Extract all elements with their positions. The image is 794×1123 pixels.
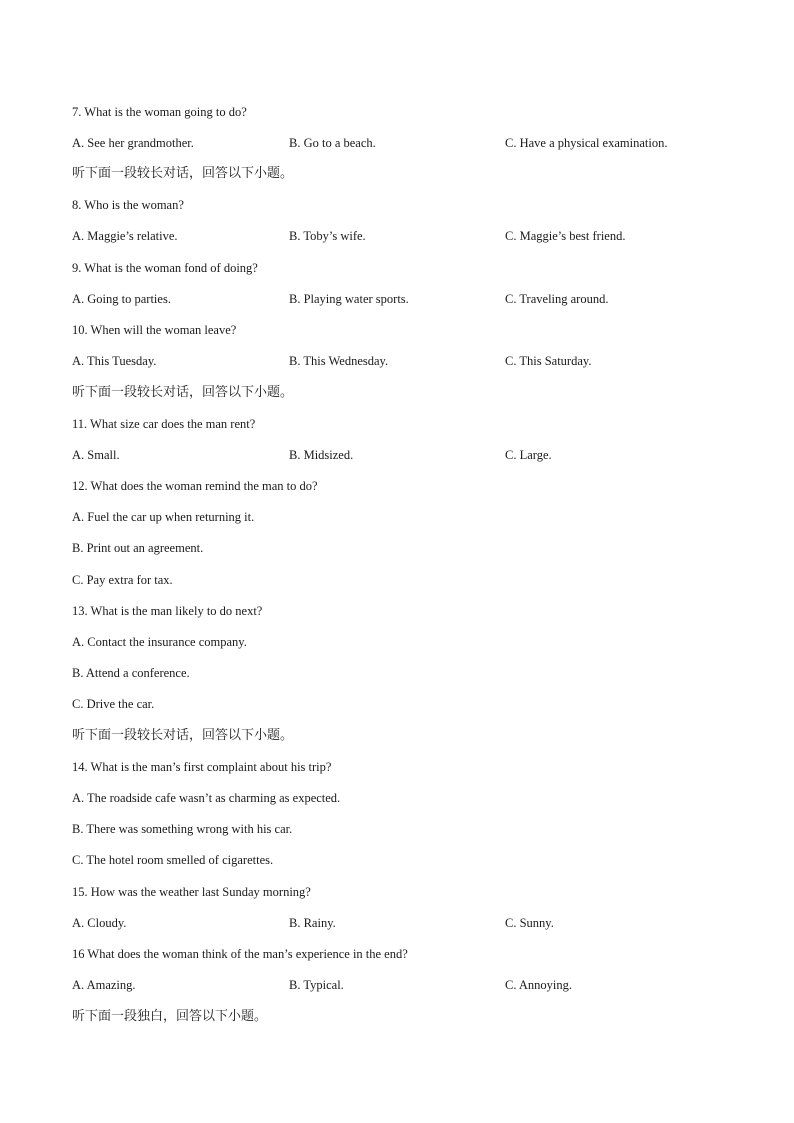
option-9a: A. Going to parties.	[72, 292, 171, 306]
question-12: 12. What does the woman remind the man to do?	[72, 479, 318, 493]
option-13b: B. Attend a conference.	[72, 666, 190, 680]
option-10b: B. This Wednesday.	[289, 354, 389, 368]
option-11a: A. Small.	[72, 448, 120, 462]
option-9c: C. Traveling around.	[505, 292, 609, 306]
option-8c: C. Maggie’s best friend.	[505, 229, 626, 243]
option-16c: C. Annoying.	[505, 978, 573, 992]
option-7b: B. Go to a beach.	[289, 136, 376, 150]
option-16b: B. Typical.	[289, 978, 344, 992]
option-13a: A. Contact the insurance company.	[72, 635, 247, 649]
question-7: 7. What is the woman going to do?	[72, 105, 247, 119]
question-9: 9. What is the woman fond of doing?	[72, 261, 258, 275]
option-9b: B. Playing water sports.	[289, 292, 409, 306]
option-10c: C. This Saturday.	[505, 354, 592, 368]
question-13: 13. What is the man likely to do next?	[72, 604, 263, 618]
option-11b: B. Midsized.	[289, 448, 354, 462]
monologue-instruction: 听下面一段独白，回答以下小题。	[72, 1009, 268, 1024]
question-8: 8. Who is the woman?	[72, 198, 184, 212]
option-10a: A. This Tuesday.	[72, 354, 157, 368]
option-8b: B. Toby’s wife.	[289, 229, 366, 243]
option-14a: A. The roadside cafe wasn’t as charming as expected.	[72, 791, 341, 805]
option-15b: B. Rainy.	[289, 916, 336, 930]
option-16a: A. Amazing.	[72, 978, 136, 992]
option-7c: C. Have a physical examination.	[505, 136, 668, 150]
option-7a: A. See her grandmother.	[72, 136, 194, 150]
option-12b: B. Print out an agreement.	[72, 541, 204, 555]
dialogue-instruction-3: 听下面一段较长对话，回答以下小题。	[72, 728, 294, 743]
option-8a: A. Maggie’s relative.	[72, 229, 178, 243]
dialogue-instruction-2: 听下面一段较长对话，回答以下小题。	[72, 385, 294, 400]
dialogue-instruction-1: 听下面一段较长对话，回答以下小题。	[72, 166, 294, 181]
question-14: 14. What is the man’s first complaint about his trip?	[72, 760, 332, 774]
question-11: 11. What size car does the man rent?	[72, 417, 256, 431]
option-14c: C. The hotel room smelled of cigarettes.	[72, 853, 274, 867]
question-10: 10. When will the woman leave?	[72, 323, 237, 337]
option-13c: C. Drive the car.	[72, 697, 155, 711]
question-16: 16 What does the woman think of the man’s experience in the end?	[72, 947, 408, 961]
option-15a: A. Cloudy.	[72, 916, 127, 930]
option-12a: A. Fuel the car up when returning it.	[72, 510, 255, 524]
option-14b: B. There was something wrong with his car.	[72, 822, 293, 836]
option-11c: C. Large.	[505, 448, 552, 462]
option-12c: C. Pay extra for tax.	[72, 573, 173, 587]
option-15c: C. Sunny.	[505, 916, 554, 930]
question-15: 15. How was the weather last Sunday morning?	[72, 885, 311, 899]
